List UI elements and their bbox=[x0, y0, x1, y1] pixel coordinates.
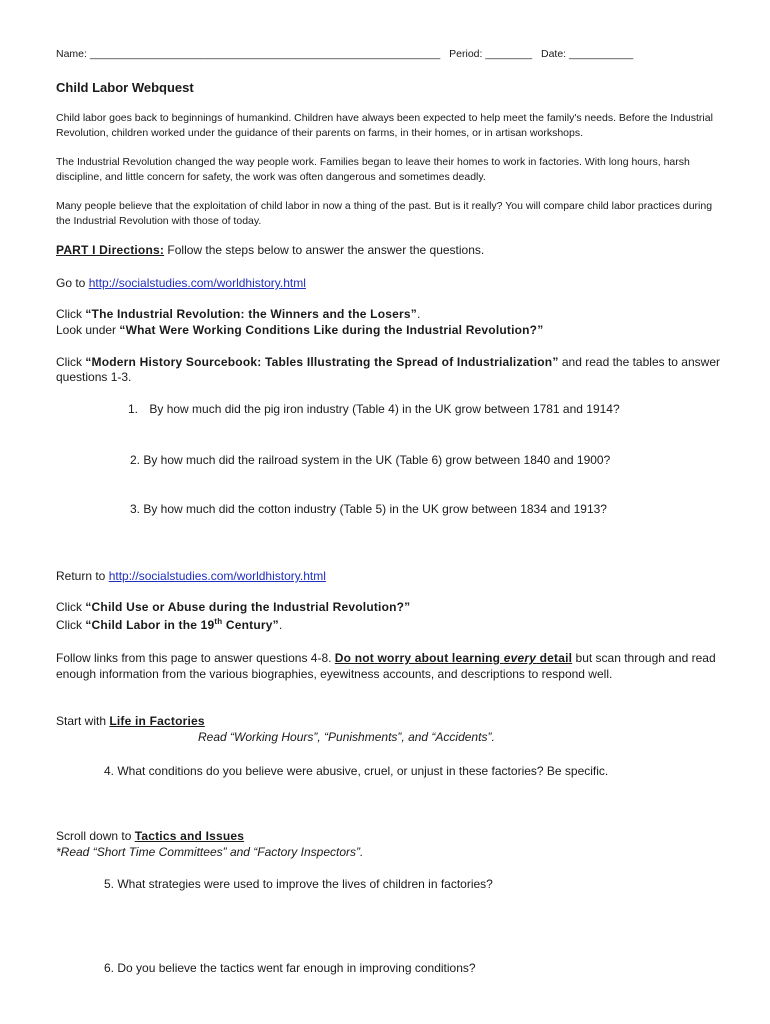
working-conditions-title[interactable]: “What Were Working Conditions Like during the Industrial Revolution?” bbox=[119, 323, 544, 337]
life-in-factories-link[interactable]: Life in Factories bbox=[109, 714, 205, 728]
question-1-number: 1. bbox=[128, 402, 139, 416]
header-line bbox=[56, 48, 633, 60]
follow-links-paragraph bbox=[56, 650, 720, 682]
return-prefix: Return to bbox=[56, 569, 109, 583]
look-under-prefix: Look under bbox=[56, 323, 120, 337]
click-suffix: and read the tables to answer questions 1-3. bbox=[56, 355, 720, 384]
scroll-down-line bbox=[56, 829, 244, 843]
question-4: 4. What conditions do you believe were abusive, cruel, or unjust in these factories? Be specific. bbox=[104, 764, 609, 778]
intro-paragraph-3: Many people believe that the exploitation of child labor in now a thing of the past. But is it really? You will compare child labor practices during the Industrial Revolution with those of today. bbox=[56, 200, 713, 227]
period-field[interactable]: Period: ________ bbox=[449, 48, 533, 60]
goto-prefix: Go to bbox=[56, 276, 89, 290]
part1-directions bbox=[56, 243, 484, 257]
click-sourcebook-paragraph bbox=[56, 355, 720, 385]
child-use-title[interactable]: “Child Use or Abuse during the Industrial Revolution?” bbox=[85, 600, 411, 614]
superscript-th: th bbox=[214, 617, 223, 626]
child-labor-title[interactable] bbox=[85, 618, 279, 632]
intro-paragraph-2: The Industrial Revolution changed the way people work. Families began to leave their homes to work in factories. With long hours, harsh discipline, and little concern for safety, the work was often dangerous and sometimes deadly. bbox=[56, 156, 690, 183]
click-prefix: Click bbox=[56, 600, 86, 614]
question-5: 5. What strategies were used to improve the lives of children in factories? bbox=[104, 877, 493, 891]
question-3: 3. By how much did the cotton industry (Table 5) in the UK grow between 1834 and 1913? bbox=[130, 502, 607, 516]
worldhistory-link-2[interactable]: http://socialstudies.com/worldhistory.html bbox=[108, 569, 326, 583]
start-prefix: Start with bbox=[56, 714, 110, 728]
follow-emphasis-detail: detail bbox=[536, 651, 573, 665]
part1-text: Follow the steps below to answer the answer the questions. bbox=[164, 243, 485, 257]
click-suffix: . bbox=[278, 618, 283, 632]
start-with-line bbox=[56, 714, 205, 728]
winners-losers-title[interactable]: “The Industrial Revolution: the Winners and the Losers” bbox=[85, 307, 417, 321]
return-to-line bbox=[56, 569, 326, 583]
follow-text-b: but scan through and read enough information from the various biographies, eyewitness accounts, and descriptions to respond well. bbox=[56, 651, 716, 681]
follow-emphasis-every: every bbox=[503, 651, 537, 665]
worldhistory-link[interactable]: http://socialstudies.com/worldhistory.html bbox=[88, 276, 306, 290]
follow-text-a: Follow links from this page to answer questions 4-8. bbox=[56, 651, 335, 665]
look-under-line bbox=[56, 323, 543, 337]
date-field[interactable]: Date: ___________ bbox=[540, 48, 634, 60]
click-winners-line bbox=[56, 307, 420, 321]
click-prefix: Click bbox=[56, 618, 86, 632]
click-child-labor-line bbox=[56, 617, 282, 632]
question-1 bbox=[128, 402, 620, 416]
read-working-hours: Read “Working Hours”, “Punishments”, and “Accidents”. bbox=[198, 730, 495, 744]
click-child-use-line bbox=[56, 600, 410, 614]
click-suffix: . bbox=[416, 307, 421, 321]
read-short-time: *Read “Short Time Committees” and “Factory Inspectors”. bbox=[56, 845, 364, 859]
question-2: 2. By how much did the railroad system in the UK (Table 6) grow between 1840 and 1900? bbox=[130, 453, 611, 467]
question-6: 6. Do you believe the tactics went far enough in improving conditions? bbox=[104, 961, 476, 975]
page-title: Child Labor Webquest bbox=[56, 80, 194, 95]
part1-label: PART I Directions: bbox=[56, 243, 165, 257]
intro-paragraph-1: Child labor goes back to beginnings of humankind. Children have always been expected to help meet the family's needs. Before the Industrial Revolution, children worked under the guidance of their parents on farms, in their homes, or in artisan workshops. bbox=[56, 112, 713, 139]
child-labor-title-b: Century” bbox=[222, 618, 279, 632]
sourcebook-title[interactable]: “Modern History Sourcebook: Tables Illustrating the Spread of Industrialization” bbox=[85, 355, 559, 369]
tactics-and-issues-link[interactable]: Tactics and Issues bbox=[134, 829, 245, 843]
scroll-prefix: Scroll down to bbox=[56, 829, 135, 843]
click-prefix: Click bbox=[56, 355, 86, 369]
follow-emphasis-a: Do not worry about learning bbox=[334, 651, 504, 665]
child-labor-title-a: “Child Labor in the 19 bbox=[85, 618, 215, 632]
question-1-text: By how much did the pig iron industry (Table 4) in the UK grow between 1781 and 1914? bbox=[149, 402, 620, 416]
goto-line bbox=[56, 276, 306, 290]
name-field[interactable]: Name: ____________________________________________________________ bbox=[56, 48, 441, 60]
click-prefix: Click bbox=[56, 307, 86, 321]
